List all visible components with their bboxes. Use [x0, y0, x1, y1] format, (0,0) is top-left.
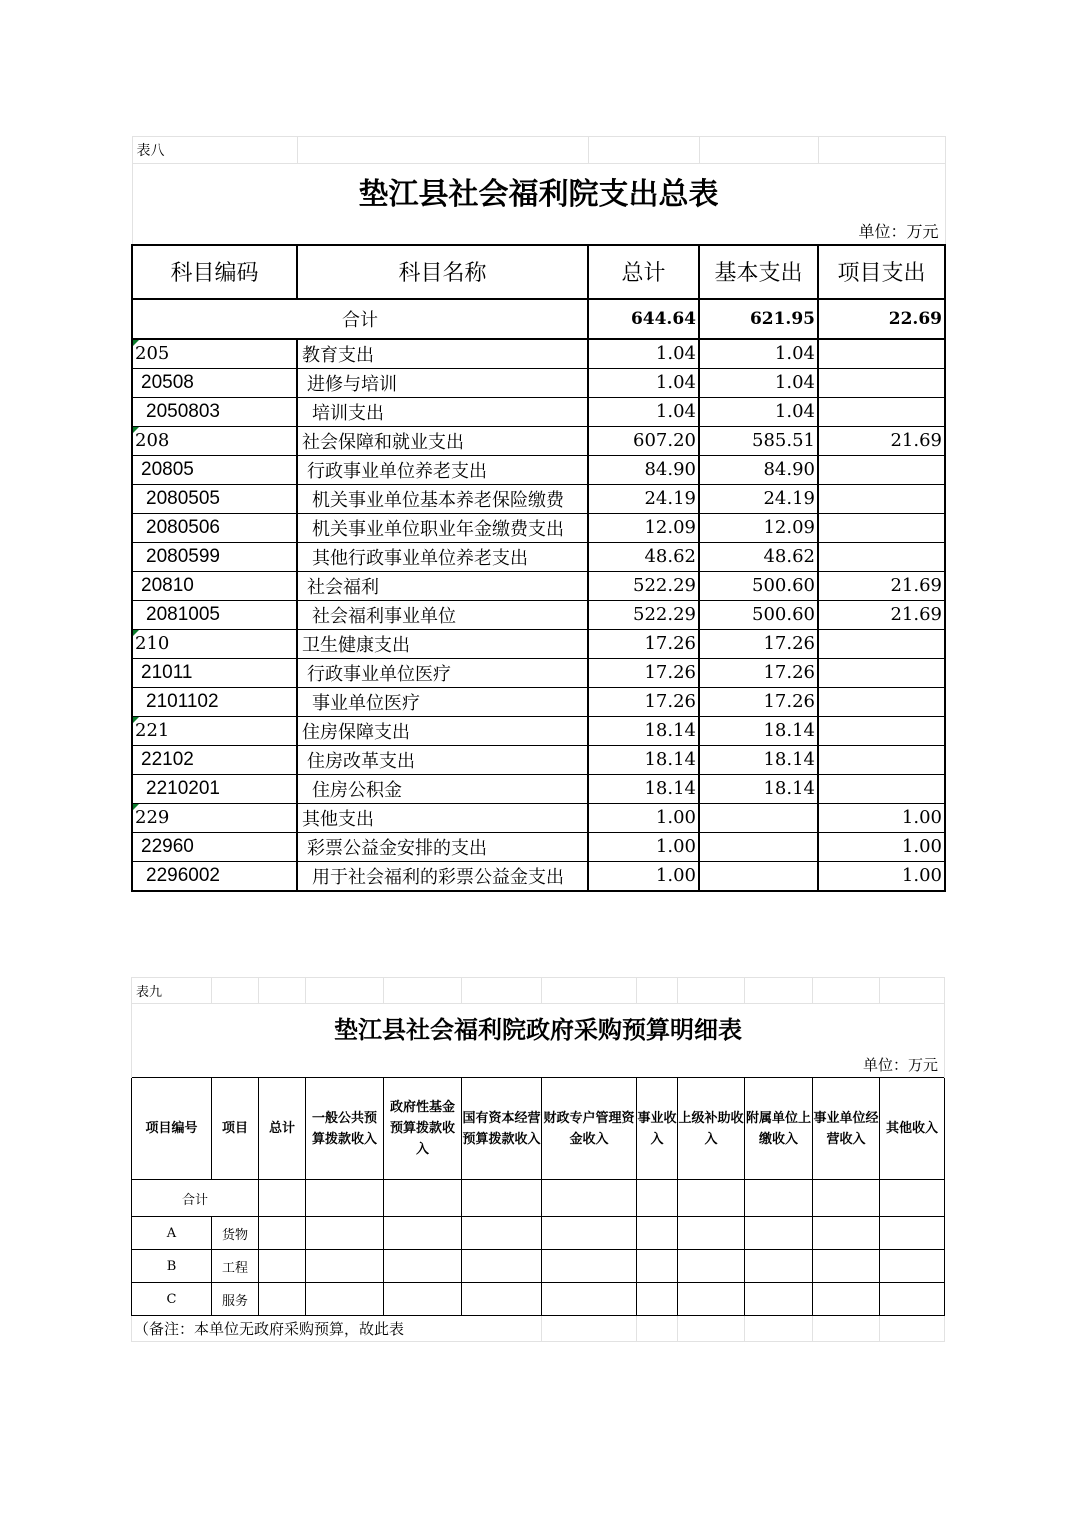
table-label: 表九 — [132, 978, 212, 1004]
table-row: 2050803 培训支出 1.04 1.04 — [132, 397, 945, 426]
table-row: 21011 行政事业单位医疗 17.26 17.26 — [132, 658, 945, 687]
table-row: A 货物 — [132, 1217, 945, 1250]
table-row: 208 社会保障和就业支出 607.20 585.51 21.69 — [132, 426, 945, 455]
header-project: 项目 — [212, 1078, 259, 1180]
procurement-budget-table — [131, 977, 945, 1342]
header-special-account: 财政专户管理资金收入 — [542, 1078, 637, 1180]
unit-label: 单位：万元 — [132, 1052, 945, 1078]
table-row: 2080599 其他行政事业单位养老支出 48.62 48.62 — [132, 542, 945, 571]
total-label: 合计 — [132, 299, 588, 339]
footnote: （备注：本单位无政府采购预算，故此表 — [132, 1316, 542, 1342]
page-title: 垫江县社会福利院支出总表 — [132, 164, 945, 218]
expenditure-summary-table — [131, 136, 946, 892]
header-project: 项目支出 — [818, 245, 945, 299]
header-code: 科目编码 — [132, 245, 297, 299]
table-row: 2210201 住房公积金 18.14 18.14 — [132, 774, 945, 803]
table-row: 20508 进修与培训 1.04 1.04 — [132, 368, 945, 397]
header-state-capital: 国有资本经营预算拨款收入 — [462, 1078, 542, 1180]
total-sum: 644.64 — [588, 299, 699, 339]
header-superior-subsidy: 上级补助收入 — [678, 1078, 745, 1180]
header-total: 总计 — [588, 245, 699, 299]
header-name: 科目名称 — [297, 245, 588, 299]
table-row: 205 教育支出 1.04 1.04 — [132, 339, 945, 369]
header-subsidiary-remit: 附属单位上缴收入 — [745, 1078, 813, 1180]
header-basic: 基本支出 — [699, 245, 818, 299]
header-business-income: 事业收入 — [637, 1078, 678, 1180]
table-row: 2296002 用于社会福利的彩票公益金支出 1.00 1.00 — [132, 861, 945, 891]
table-row: 2080505 机关事业单位基本养老保险缴费 24.19 24.19 — [132, 484, 945, 513]
table-row: 20805 行政事业单位养老支出 84.90 84.90 — [132, 455, 945, 484]
table-row: 221 住房保障支出 18.14 18.14 — [132, 716, 945, 745]
table-row: 2081005 社会福利事业单位 522.29 500.60 21.69 — [132, 600, 945, 629]
table-row: 22102 住房改革支出 18.14 18.14 — [132, 745, 945, 774]
table-row: C 服务 — [132, 1283, 945, 1316]
table-row: 20810 社会福利 522.29 500.60 21.69 — [132, 571, 945, 600]
table-row: B 工程 — [132, 1250, 945, 1283]
table-row: 22960 彩票公益金安排的支出 1.00 1.00 — [132, 832, 945, 861]
total-project: 22.69 — [818, 299, 945, 339]
header-general-budget: 一般公共预算拨款收入 — [306, 1078, 384, 1180]
total-label: 合计 — [132, 1180, 259, 1217]
header-other-income: 其他收入 — [880, 1078, 945, 1180]
total-basic: 621.95 — [699, 299, 818, 339]
table-row: 210 卫生健康支出 17.26 17.26 — [132, 629, 945, 658]
header-operating-income: 事业单位经营收入 — [813, 1078, 880, 1180]
header-gov-fund: 政府性基金预算拨款收入 — [384, 1078, 462, 1180]
unit-label: 单位：万元 — [132, 218, 945, 245]
page-title: 垫江县社会福利院政府采购预算明细表 — [132, 1004, 945, 1052]
table-row — [132, 1180, 945, 1217]
table-row: 2101102 事业单位医疗 17.26 17.26 — [132, 687, 945, 716]
table-row: 229 其他支出 1.00 1.00 — [132, 803, 945, 832]
header-total: 总计 — [259, 1078, 306, 1180]
table-row: 2080506 机关事业单位职业年金缴费支出 12.09 12.09 — [132, 513, 945, 542]
table-label: 表八 — [132, 137, 297, 164]
header-project-code: 项目编号 — [132, 1078, 212, 1180]
